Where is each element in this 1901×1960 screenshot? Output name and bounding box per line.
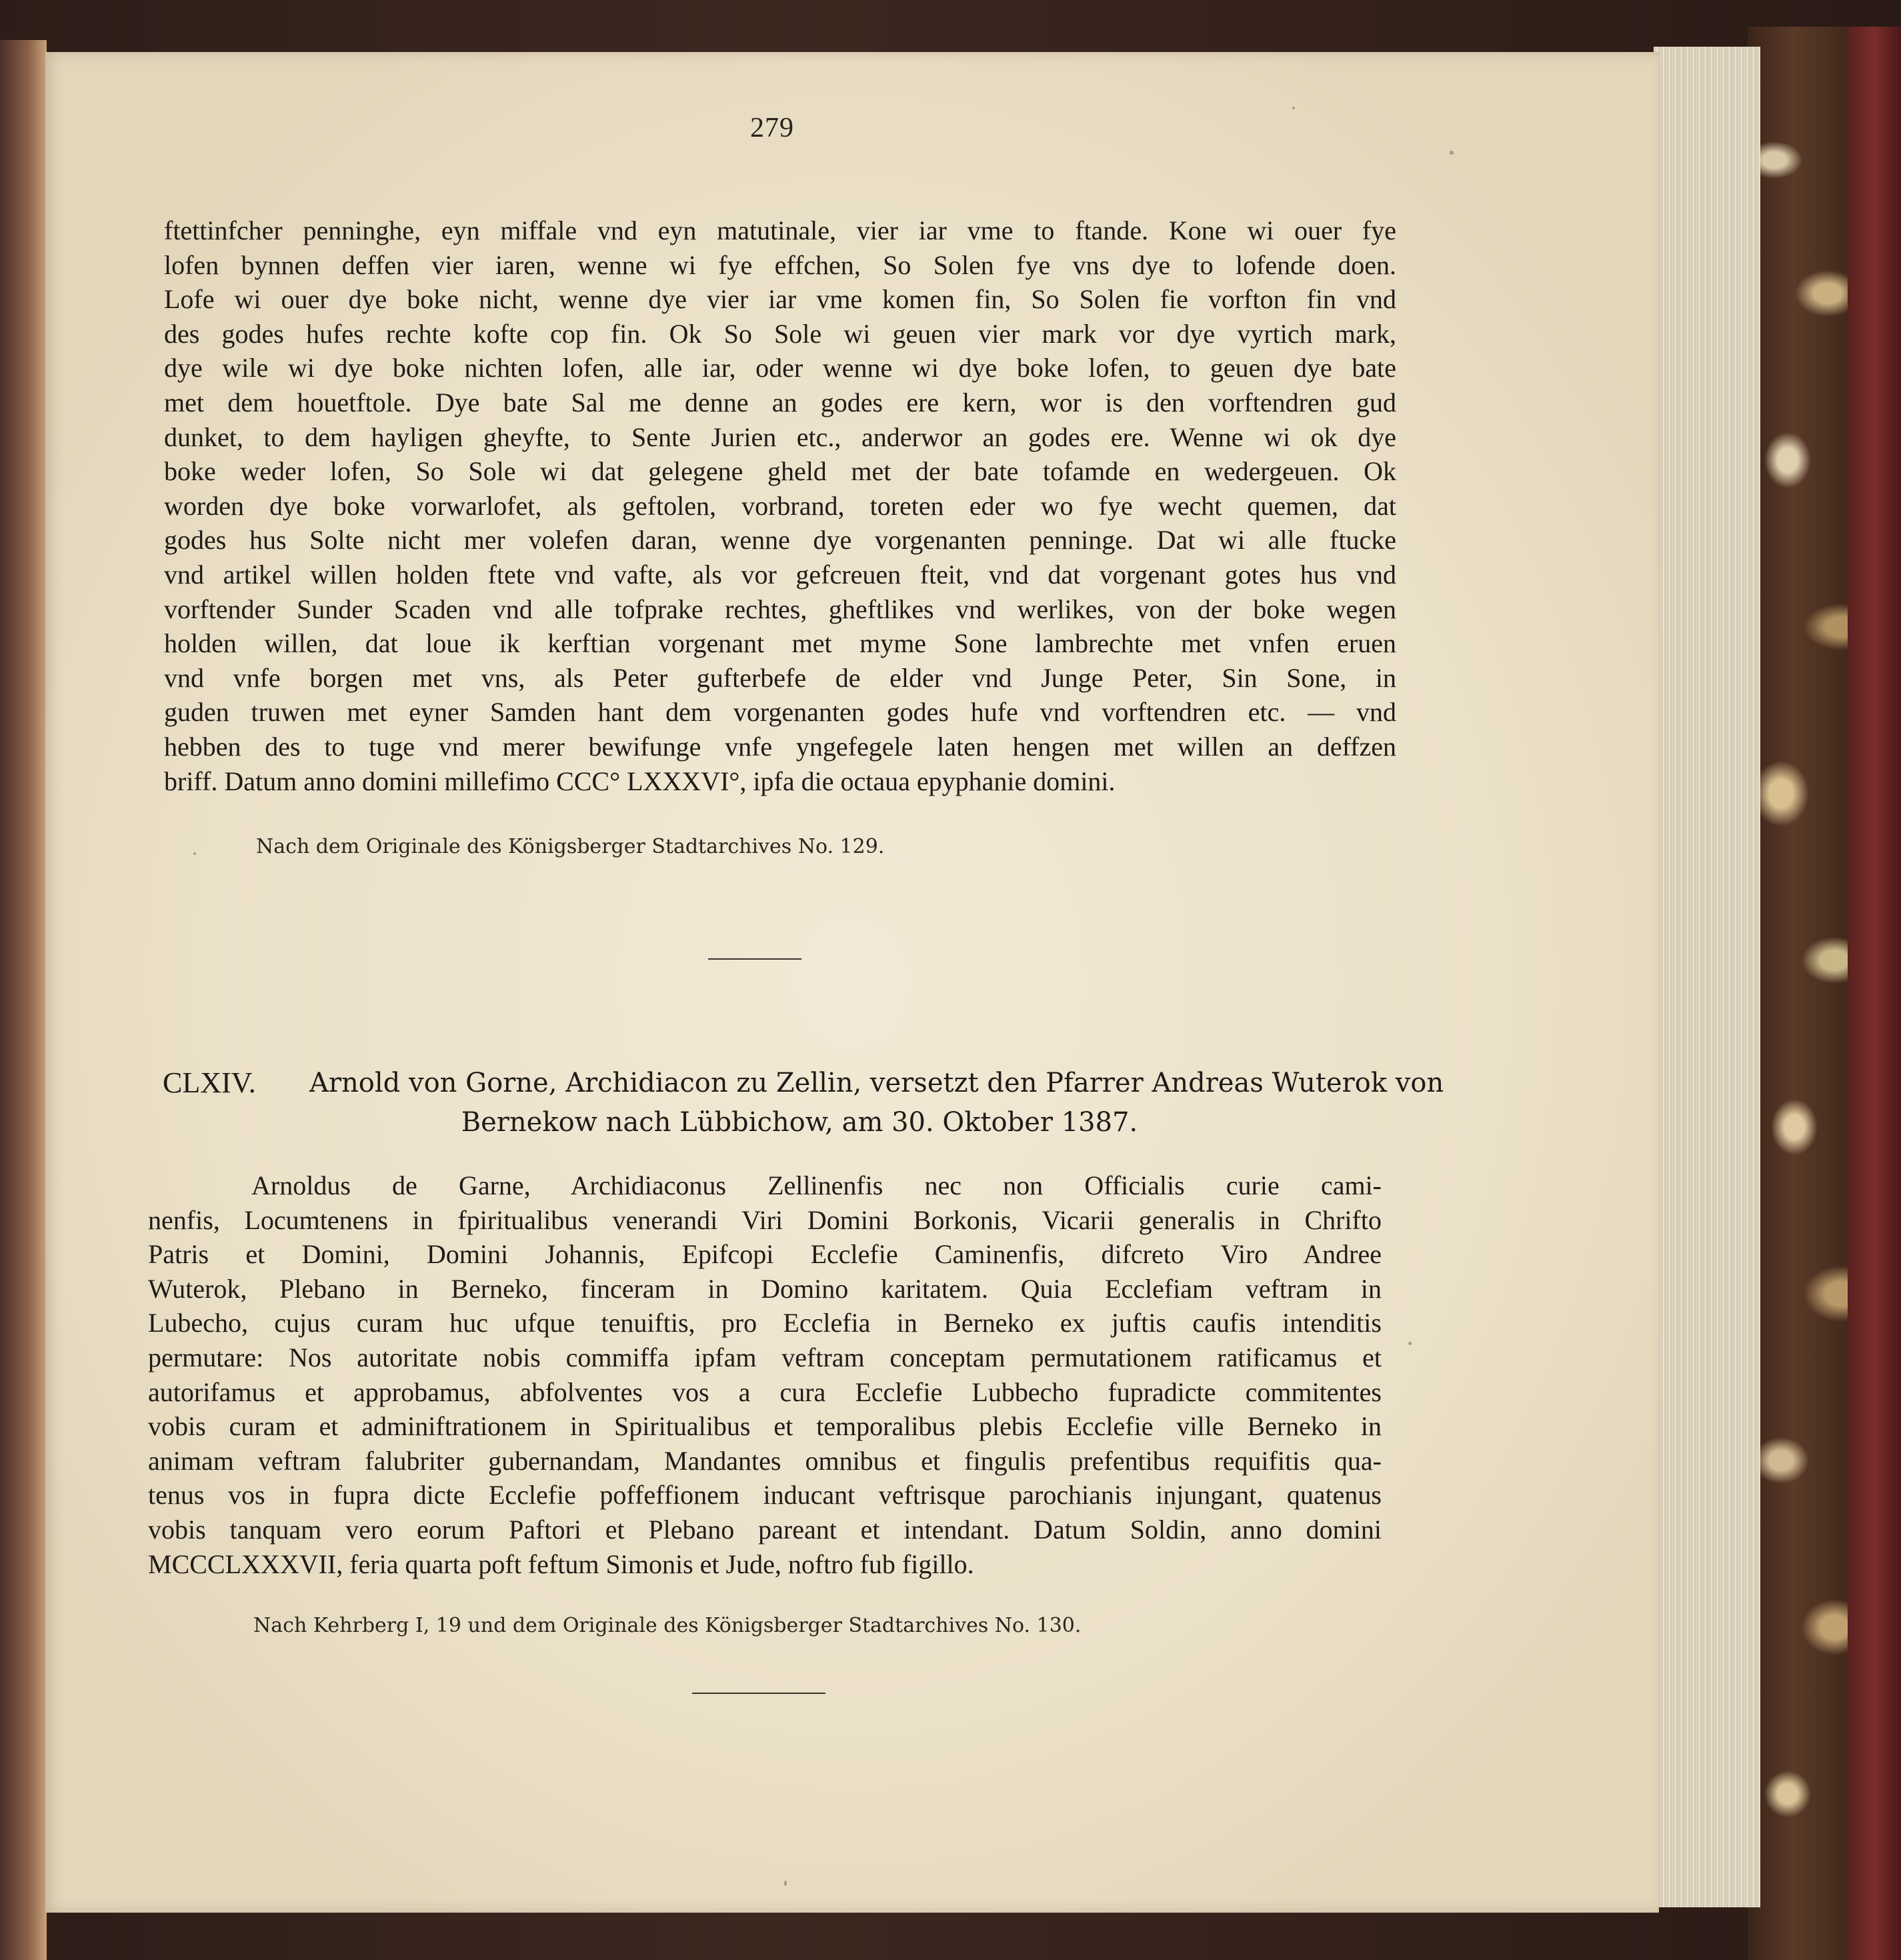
text-line: vobis tanquam vero eorum Paftori et Plebano pareant et intendant. Datum Soldin, anno domini xyxy=(148,1514,1382,1545)
section-divider xyxy=(708,958,801,960)
text-line: boke weder lofen, So Sole wi dat gelegene gheld met der bate tofamde en wedergeuen. Ok xyxy=(164,456,1396,487)
text-line: briff. Datum anno domini millefimo CCC° LXXXVI°, ipfa die octaua epyphanie domini. xyxy=(164,766,1116,796)
document-title: Arnold von Gorne, Archidiacon zu Zellin, versetzt den Pfarrer Andreas Wuterok von xyxy=(309,1068,1444,1098)
text-line: vnd vnfe borgen met vns, als Peter gufterbefe de elder vnd Junge Peter, Sin Sone, in xyxy=(164,662,1396,693)
paper-speck xyxy=(1292,107,1295,109)
section-divider xyxy=(692,1693,825,1694)
text-line: MCCCLXXXVII, feria quarta poft feftum Simonis et Jude, noftro fub figillo. xyxy=(148,1549,974,1579)
text-line: tenus vos in fupra dicte Ecclefie poffeffionem inducant veftrisque parochianis injungant, quatenus xyxy=(148,1480,1382,1511)
document-number: CLXIV. xyxy=(163,1066,256,1099)
text-line: ftettinfcher penninghe, eyn miffale vnd eyn matutinale, vier iar vme to ftande. Kone wi ouer fye xyxy=(164,215,1396,245)
text-line: holden willen, dat loue ik kerftian vorgenant met myme Sone lambrechte met vnfen eruen xyxy=(164,628,1396,659)
left-book-cover xyxy=(0,40,47,1960)
page-edges xyxy=(1654,47,1760,1907)
source-note: Nach Kehrberg I, 19 und dem Originale des Königsberger Stadtarchives No. 130. xyxy=(253,1614,1082,1637)
text-line: Patris et Domini, Domini Johannis, Epifcopi Ecclefie Caminenfis, difcreto Viro Andree xyxy=(148,1239,1382,1270)
text-line: Wuterok, Plebano in Berneko, finceram in Domino karitatem. Quia Ecclefiam veftram in xyxy=(148,1273,1382,1304)
text-line: autorifamus et approbamus, abfolventes vos a cura Ecclefie Lubbecho fupradicte commitentes xyxy=(148,1376,1382,1407)
paper-speck xyxy=(1408,1342,1412,1345)
text-line: dunket, to dem hayligen gheyfte, to Sente Jurien etc., anderwor an godes ere. Wenne wi ok dye xyxy=(164,421,1396,452)
text-line: Lofe wi ouer dye boke nicht, wenne dye vier iar vme komen fin, So Solen fie vorfton fin vnd xyxy=(164,284,1396,315)
document-text xyxy=(148,1168,1382,1581)
text-line: animam veftram falubriter gubernandam, Mandantes omnibus et fingulis prefentibus requifitis qua- xyxy=(148,1445,1382,1476)
text-line: vorftender Sunder Scaden vnd alle tofprake rechtes, gheftlikes vnd werlikes, von der boke wegen xyxy=(164,594,1396,624)
source-note: Nach dem Originale des Königsberger Stadtarchives No. 129. xyxy=(256,835,885,858)
right-marbled-endpaper xyxy=(1748,27,1901,1960)
text-line: Lubecho, cujus curam huc ufque tenuiftis, pro Ecclefia in Berneko ex juftis caufis intenditis xyxy=(148,1308,1382,1338)
text-line: permutare: Nos autoritate nobis commiffa ipfam veftram conceptam permutationem ratificamus et xyxy=(148,1342,1382,1372)
text-line: nenfis, Locumtenens in fpiritualibus venerandi Viri Domini Borkonis, Vicarii generalis in Chrifto xyxy=(148,1204,1382,1235)
document-title-continued: Bernekow nach Lübbichow, am 30. Oktober 1387. xyxy=(461,1107,1138,1138)
text-line: hebben des to tuge vnd merer bewifunge vnfe yngefegele laten hengen met willen an deffzen xyxy=(164,731,1396,762)
text-line: guden truwen met eyner Samden hant dem vorgenanten godes hufe vnd vorftendren etc. — vnd xyxy=(164,697,1396,728)
text-line: worden dye boke vorwarlofet, als geftolen, vorbrand, toreten eder wo fye wecht quemen, dat xyxy=(164,490,1396,521)
text-line: des godes hufes rechte kofte cop fin. Ok So Sole wi geuen vier mark vor dye vyrtich mark, xyxy=(164,318,1396,349)
text-line: vnd artikel willen holden ftete vnd vafte, als vor gefcreuen fteit, vnd dat vorgenant gotes hus vnd xyxy=(164,559,1396,590)
document-heading xyxy=(163,1063,1444,1142)
text-line: dye wile wi dye boke nichten lofen, alle iar, oder wenne wi dye boke lofen, to geuen dye bate xyxy=(164,353,1396,383)
text-line: lofen bynnen deffen vier iaren, wenne wi fye effchen, So Solen fye vns dye to lofende doen. xyxy=(164,249,1396,280)
page-number: 279 xyxy=(750,113,794,143)
text-line: vobis curam et adminiftrationem in Spiritualibus et temporalibus plebis Ecclefie ville Berneko in xyxy=(148,1411,1382,1442)
paper-speck xyxy=(193,852,196,855)
text-line: Arnoldus de Garne, Archidiaconus Zellinenfis nec non Officialis curie cami- xyxy=(251,1170,1382,1200)
text-line: met dem houetftole. Dye bate Sal me denne an godes ere kern, wor is den vorftendren gud xyxy=(164,387,1396,417)
paper-speck xyxy=(1450,151,1454,155)
text-line: godes hus Solte nicht mer volefen daran, wenne dye vorgenanten penninge. Dat wi alle ftucke xyxy=(164,525,1396,556)
charter-continuation xyxy=(164,213,1396,798)
paper-speck xyxy=(784,1881,787,1886)
